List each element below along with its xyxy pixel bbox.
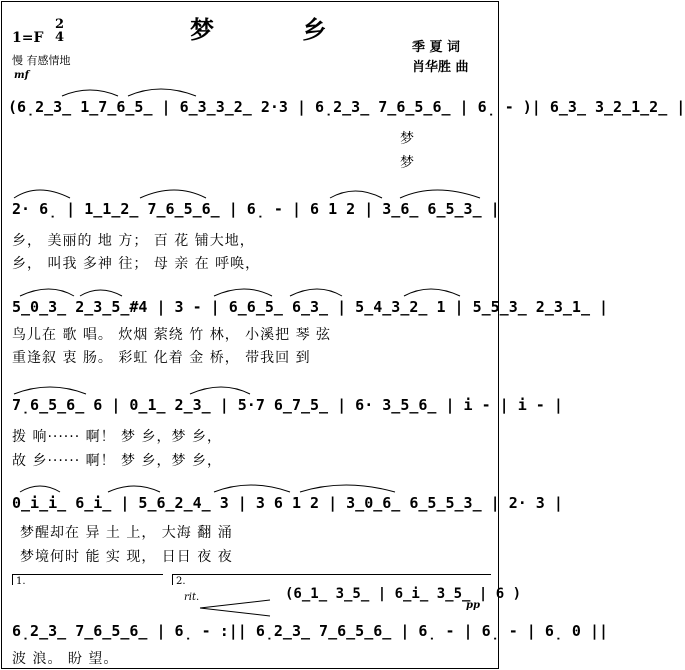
volta-2-label: 2. [176,576,186,587]
system-1-notes: (6̣2̲3̲ 1̲7̲6̲5̲ | 6̲3̲3̲2̲ 2·3 | 6̣2̲3̲ 7̲6̲5̲6̲ | 6̣ - )| 6̲3̲ 3̲2̲1̲2̲ | [8,98,685,116]
time-signature-bottom: 4 [55,30,65,45]
song-title: 梦 乡 [190,16,367,44]
system-5-notes: 0̲i̲i̲ 6̲i̲ | 5̲6̲2̲4̲ 3 | 3 6 1 2 | 3̲0̲6̲ 6̲5̲5̲3̲ | 2· 3 | [12,494,563,512]
ritardando-mark: rit. [184,592,200,603]
system-4-lyrics-2: 故 乡······ 啊！ 梦 乡，梦 乡， [12,453,222,469]
lyricist-credit: 季 夏 词 [412,40,461,55]
system-1-lyrics-2: 梦 [400,155,415,171]
dynamic-mf: mf [14,70,29,81]
system-2-lyrics-2: 乡， 叫我 多神 往； 母 亲 在 呼唤， [12,256,261,272]
system-3-lyrics-2: 重逢叙 衷 肠。 彩虹 化着 金 桥， 带我回 到 [12,350,311,366]
system-4-notes: 7̣6̲5̲6̲ 6 | 0̲1̲ 2̲3̲ | 5·7 6̲7̲5̲ | 6· 3̲5̲6̲ | i - | i - | [12,396,563,414]
system-1-lyrics-1: 梦 [400,131,415,147]
system-3-lyrics-1: 鸟儿在 歌 唱。 炊烟 萦绕 竹 林， 小溪把 琴 弦 [12,327,332,343]
time-signature-top: 2 [55,17,65,32]
composer-credit: 肖华胜 曲 [412,60,469,75]
system-6-upper-notes: (6̲1̲ 3̲5̲ | 6̲i̲ 3̲5̲ | 6 ) [285,586,522,602]
system-4-lyrics-1: 拨 响······ 啊！ 梦 乡，梦 乡， [12,429,222,445]
system-6-lyrics-1: 波 浪。 盼 望。 [12,651,119,667]
volta-1-label: 1. [16,576,26,587]
system-2-notes: 2· 6̣ | 1̲1̲2̲ 7̲6̲5̲6̲ | 6̣ - | 6 1 2 | 3̲6̲ 6̲5̲3̲ | [12,200,500,218]
system-5-lyrics-1: 梦醒却在 异 土 上， 大海 翻 涌 [20,525,233,541]
dynamic-pp: pp [466,600,480,611]
system-2-lyrics-1: 乡， 美丽的 地 方； 百 花 铺大地， [12,233,255,249]
tempo-marking: 慢 有感情地 [12,54,71,67]
system-6-notes: 6̣2̲3̲ 7̲6̲5̲6̲ | 6̣ - :|| 6̣2̲3̲ 7̲6̲5̲6̲ | 6̣ - | 6̣ - | 6̣ 0 || [12,622,609,640]
system-3-notes: 5̲0̲3̲ 2̲3̲5̲#4 | 3 - | 6̲6̲5̲ 6̲3̲ | 5̲4̲3̲2̲ 1 | 5̲5̲3̲ 2̲3̲1̲ | [12,298,609,316]
key-signature: 1=F [12,30,44,46]
system-5-lyrics-2: 梦境何时 能 实 现， 日日 夜 夜 [20,549,233,565]
